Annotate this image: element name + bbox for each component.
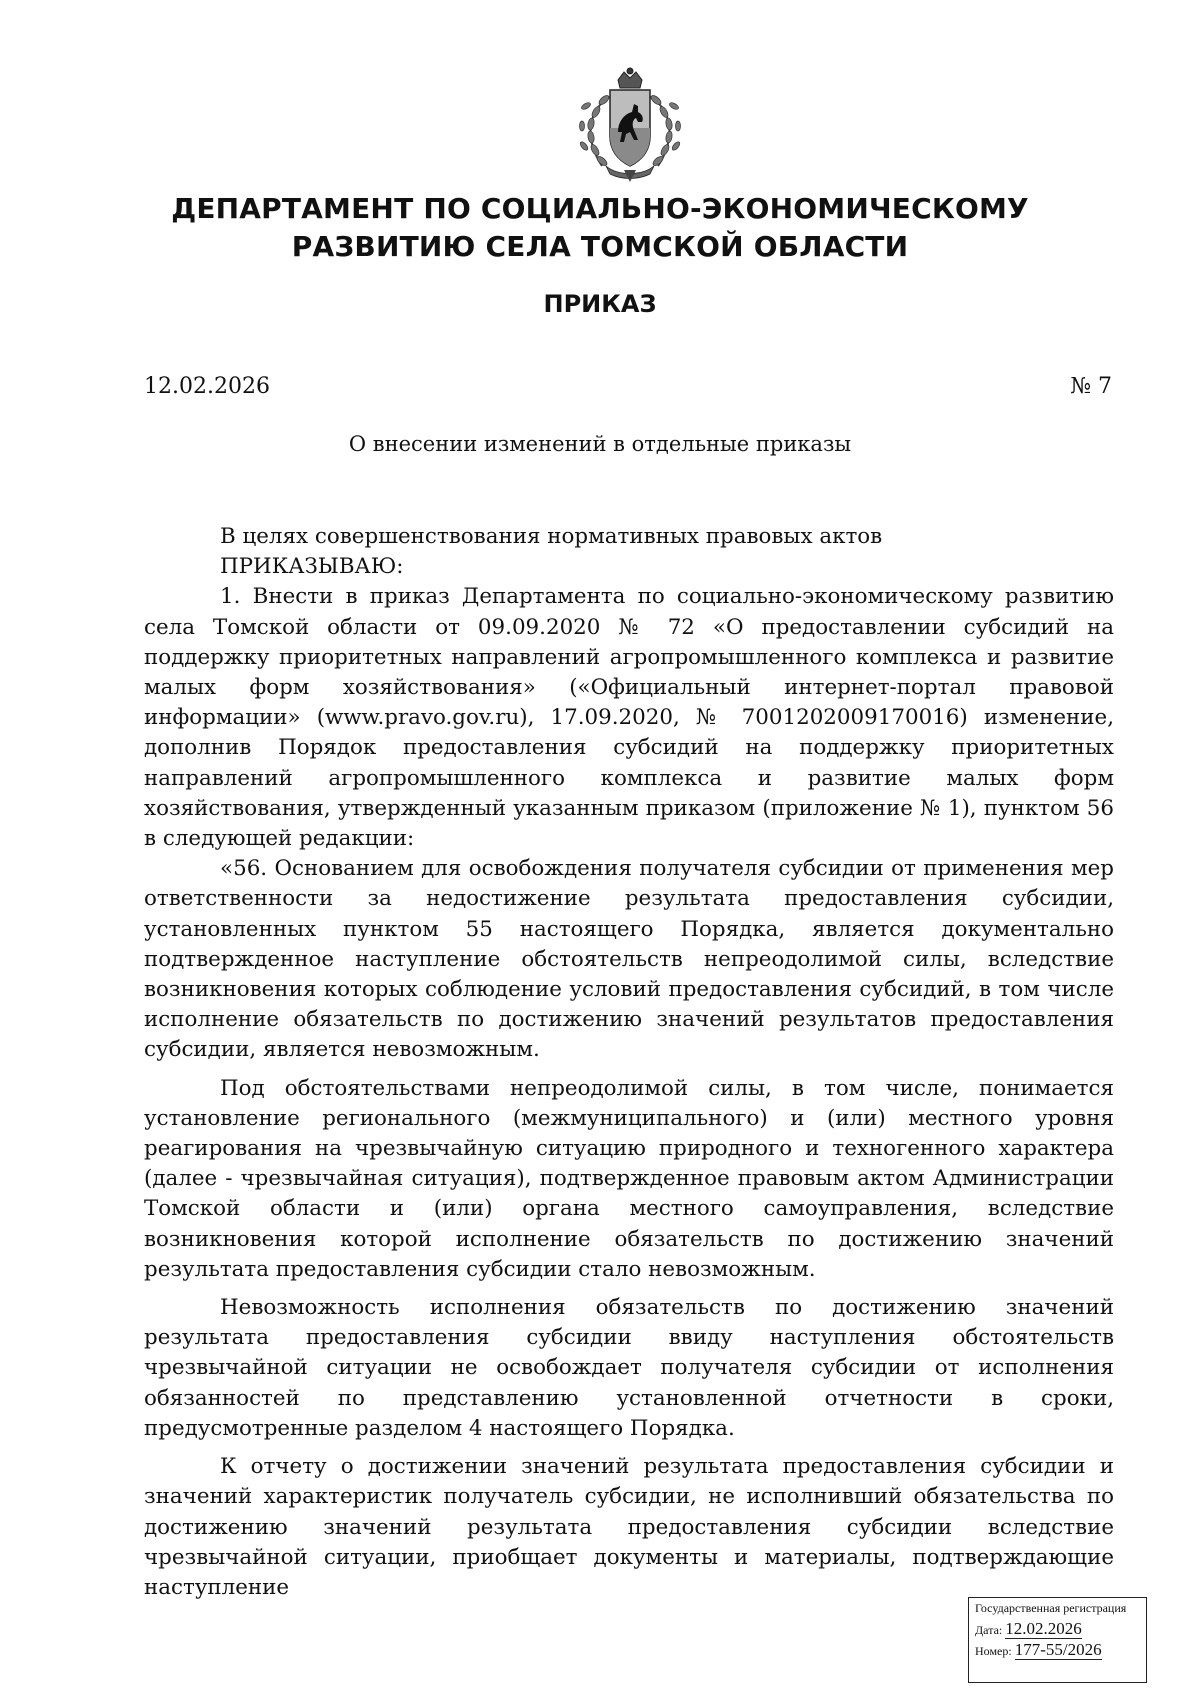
document-type: ПРИКАЗ <box>543 290 657 318</box>
document-subject: О внесении изменений в отдельные приказы <box>348 432 852 456</box>
document-date: 12.02.2026 <box>144 374 270 399</box>
date-number-line <box>144 374 1112 399</box>
body-paragraph-reporting: Невозможность исполнения обязательств по достижению значений результата предоставления субсидии ввиду наступления обстоятельств чрезвычайной ситуации не освобождает получателя субсидии от исполнения обязанностей по представлению установленной отчетности в сроки, предусмотренные разделом 4 настоящего Порядка. <box>144 1295 1114 1441</box>
department-title-line1: ДЕПАРТАМЕНТ ПО СОЦИАЛЬНО-ЭКОНОМИЧЕСКОМУ <box>171 192 1029 225</box>
document-body <box>144 522 1114 1603</box>
registration-date-label: Дата: <box>975 1623 1003 1637</box>
body-paragraph-purpose: В целях совершенствования нормативных правовых актов <box>220 524 883 549</box>
body-paragraph-item-1: 1. Внести в приказ Департамента по социально-экономическому развитию села Томской области от 09.09.2020 № 72 «О предоставлении субсидий на поддержку приоритетных направлений агропромышленного комплекса и развитие малых форм хозяйствования» («Официальный интернет-портал правовой информации» (www.pravo.gov.ru), 17.09.2020, № 7001202009170016) изменение, дополнив Порядок предоставления субсидий на поддержку приоритетных направлений агропромышленного комплекса и развитие малых форм хозяйствования, утвержденный указанным приказом (приложение № 1), пунктом 56 в следующей редакции: <box>144 584 1114 852</box>
registration-date: 12.02.2026 <box>1005 1619 1082 1638</box>
registration-date-row <box>975 1620 1140 1639</box>
registration-number: 177-55/2026 <box>1014 1640 1102 1659</box>
coat-of-arms-icon <box>572 66 688 184</box>
department-title <box>0 190 1200 266</box>
registration-number-row <box>975 1641 1140 1660</box>
body-paragraph-force-majeure: Под обстоятельствами непреодолимой силы, в том числе, понимается установление регионального (межмуниципального) и (или) местного уровня реагирования на чрезвычайную ситуацию природного и техногенного характера (далее - чрезвычайная ситуация), подтвержденное правовым актом Администрации Томской области и (или) органа местного самоуправления, вследствие возникновения которой исполнение обязательств по достижению значений результата предоставления субсидии стало невозможным. <box>144 1075 1114 1282</box>
body-paragraph-order: ПРИКАЗЫВАЮ: <box>220 554 404 580</box>
body-paragraph-report-attachments: К отчету о достижении значений результата предоставления субсидии и значений характеристик получатель субсидии, не исполнивший обязательства по достижению значений результата предоставления субсидии вследствие чрезвычайной ситуации, приобщает документы и материалы, подтверждающие наступление <box>144 1454 1114 1600</box>
document-number: № 7 <box>1070 374 1112 399</box>
registration-stamp <box>968 1597 1147 1683</box>
body-paragraph-56: «56. Основанием для освобождения получателя субсидии от применения мер ответственности за недостижение результата предоставления субсидии, установленных пунктом 55 настоящего Порядка, является документально подтвержденное наступление обстоятельств непреодолимой силы, вследствие возникновения которых соблюдение условий предоставления субсидий, в том числе исполнение обязательств по достижению значений результатов предоставления субсидии, является невозможным. <box>144 856 1114 1063</box>
registration-number-label: Номер: <box>975 1644 1012 1658</box>
department-title-line2: РАЗВИТИЮ СЕЛА ТОМСКОЙ ОБЛАСТИ <box>291 230 909 263</box>
registration-title: Государственная регистрация <box>975 1601 1127 1615</box>
